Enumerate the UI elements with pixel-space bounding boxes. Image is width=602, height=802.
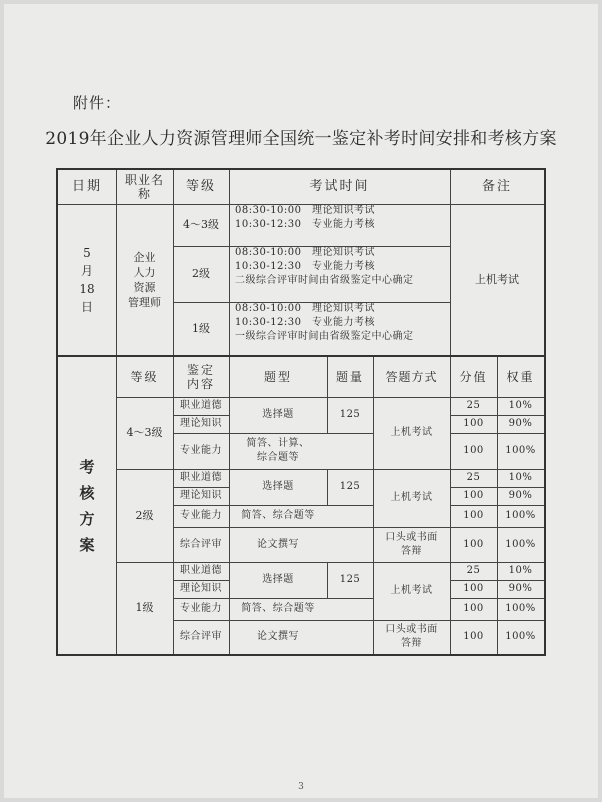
date-char: 日	[80, 299, 93, 314]
schedule-times	[229, 204, 450, 246]
score: 100	[463, 510, 484, 521]
question-type: 简答、综合题等	[241, 510, 315, 521]
date-cell	[58, 204, 116, 355]
content-item: 专业能力	[180, 445, 222, 456]
weight: 100%	[505, 603, 536, 614]
header-content: 鉴定内容	[186, 363, 215, 391]
note-cell: 上机考试	[475, 272, 519, 286]
score: 100	[463, 490, 484, 501]
question-type: 论文撰写	[257, 538, 299, 550]
question-type: 论文撰写	[257, 631, 299, 642]
content-item: 专业能力	[180, 603, 222, 614]
schedule-level: 4～3级	[183, 218, 219, 231]
score: 100	[463, 631, 484, 642]
annex-label: 附件：	[73, 94, 122, 112]
content-item: 职业道德	[180, 565, 222, 576]
page-number: 3	[298, 782, 304, 792]
score: 100	[463, 445, 484, 456]
score: 25	[466, 400, 481, 411]
side-char: 方	[79, 509, 95, 528]
time-line: 一级综合评审时间由省级鉴定中心确定	[235, 331, 414, 342]
weight: 100%	[505, 538, 536, 550]
weight: 10%	[508, 400, 533, 411]
content-item: 职业道德	[180, 400, 222, 411]
content-item: 专业能力	[180, 510, 222, 521]
question-type: 选择题	[262, 481, 294, 492]
time-line: 10:30-12:30 专业能力考核	[235, 317, 376, 328]
schedule-level: 1级	[192, 321, 210, 335]
date-char: 5	[83, 245, 91, 260]
content-item: 职业道德	[180, 472, 222, 483]
header-assess-level: 等级	[130, 370, 159, 384]
weight: 10%	[508, 472, 533, 483]
time-line: 10:30-12:30 专业能力考核	[235, 261, 376, 272]
header-score: 分值	[459, 370, 488, 384]
answer-method: 口头或书面答辩	[385, 531, 438, 557]
score: 100	[463, 603, 484, 614]
content-item: 理论知识	[180, 418, 222, 429]
weight: 100%	[505, 445, 536, 456]
question-type: 简答、计算、综合题等	[246, 438, 310, 463]
answer-method: 上机考试	[390, 427, 433, 438]
assess-level: 1级	[135, 601, 154, 614]
question-count: 125	[339, 409, 361, 420]
schedule-times	[229, 302, 450, 355]
score: 100	[463, 538, 484, 550]
document-title: 2019年企业人力资源管理师全国统一鉴定补考时间安排和考核方案	[45, 129, 557, 149]
time-line: 08:30-10:00 理论知识考试	[235, 303, 376, 314]
question-type: 简答、综合题等	[241, 603, 315, 614]
date-char: 18	[79, 281, 95, 296]
side-char: 案	[79, 535, 95, 554]
header-level: 等级	[185, 179, 216, 194]
job-char: 管理师	[128, 295, 161, 309]
job-char: 企业	[133, 250, 156, 264]
schedule-times	[229, 246, 450, 302]
content-item: 理论知识	[180, 583, 222, 594]
answer-method: 上机考试	[390, 492, 433, 503]
answer-method: 口头或书面答辩	[385, 624, 438, 649]
score: 25	[466, 472, 481, 483]
question-type: 选择题	[262, 574, 294, 585]
time-line: 08:30-10:00 理论知识考试	[235, 247, 376, 258]
assess-level: 2级	[135, 508, 154, 522]
content-item: 综合评审	[180, 631, 222, 642]
header-job-title: 职业名称	[124, 173, 164, 201]
question-count: 125	[339, 574, 361, 585]
assessment-side-label	[58, 357, 116, 654]
header-date: 日期	[71, 179, 102, 194]
time-line: 二级综合评审时间由省级鉴定中心确定	[235, 275, 414, 286]
weight: 90%	[508, 418, 533, 429]
job-char: 人力	[133, 265, 156, 279]
schedule-table	[56, 168, 546, 656]
content-item: 理论知识	[180, 490, 222, 501]
time-line: 10:30-12:30 专业能力考核	[235, 219, 376, 230]
weight: 100%	[505, 631, 536, 642]
job-char: 资源	[133, 280, 156, 294]
date-char: 月	[80, 263, 93, 278]
score: 25	[466, 565, 481, 576]
weight: 90%	[508, 583, 533, 594]
weight: 90%	[508, 490, 533, 501]
answer-method: 上机考试	[390, 585, 433, 596]
score: 100	[463, 418, 484, 429]
header-question-type: 题型	[263, 370, 292, 384]
content-item: 综合评审	[180, 538, 222, 550]
job-title-cell	[116, 204, 173, 355]
header-note: 备注	[481, 179, 512, 194]
header-answer-method: 答题方式	[385, 370, 438, 384]
question-count: 125	[339, 481, 361, 492]
side-char: 考	[79, 457, 95, 476]
weight: 100%	[505, 510, 536, 521]
schedule-level: 2级	[192, 267, 210, 280]
question-type: 选择题	[262, 409, 294, 420]
assess-level: 4～3级	[126, 426, 163, 439]
header-exam-time: 考试时间	[309, 179, 370, 194]
time-line: 08:30-10:00 理论知识考试	[235, 205, 376, 216]
side-char: 核	[79, 483, 95, 502]
header-weight: 权重	[506, 370, 535, 384]
header-question-count: 题量	[335, 370, 364, 384]
weight: 10%	[508, 565, 533, 576]
score: 100	[463, 583, 484, 594]
